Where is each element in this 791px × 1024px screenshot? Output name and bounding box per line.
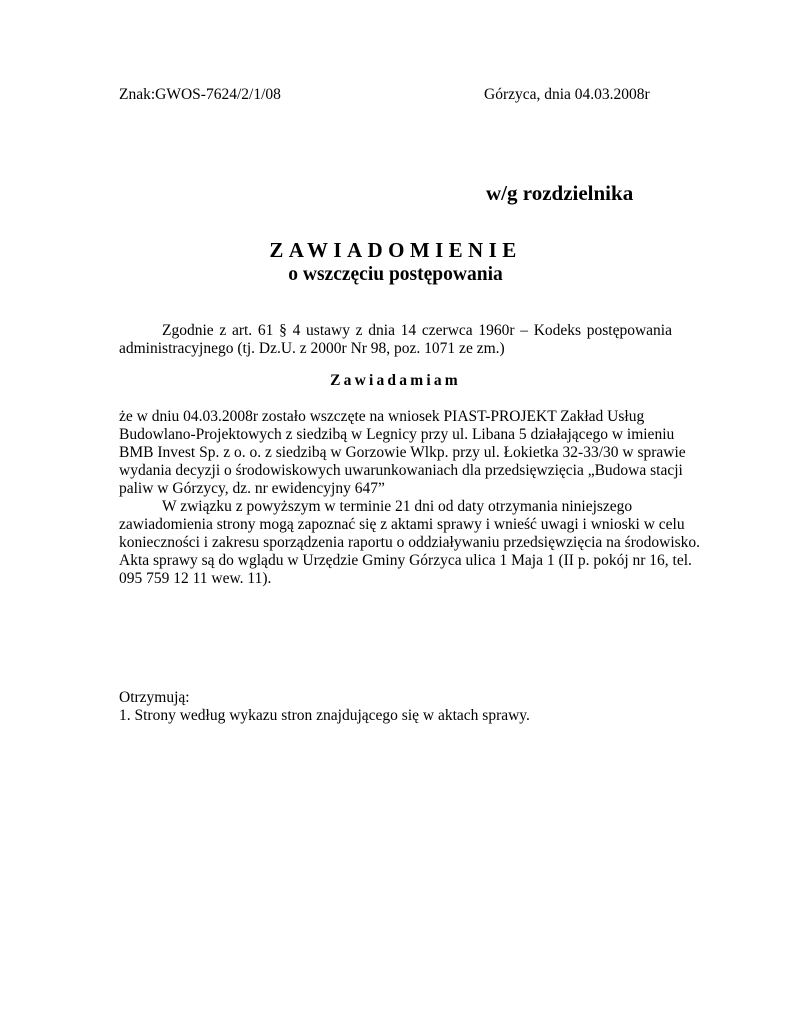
body-line: W związku z powyższym w terminie 21 dni od daty otrzymania niniejszego [162, 498, 633, 515]
section-heading: Zawiadamiam [330, 372, 461, 389]
document-subtitle: o wszczęciu postępowania [288, 264, 503, 285]
body-line: BMB Invest Sp. z o. o. z siedzibą w Gorzowie Wlkp. przy ul. Łokietka 32-33/30 w sprawie [119, 444, 686, 461]
body-line: 095 759 12 11 wew. 11). [119, 570, 272, 587]
body-line: wydania decyzji o środowiskowych uwarunkowaniach dla przedsięwzięcia „Budowa stacji [119, 462, 683, 479]
case-reference: Znak:GWOS-7624/2/1/08 [119, 86, 281, 103]
recipients-item: 1. Strony według wykazu stron znajdującego się w aktach sprawy. [119, 707, 530, 724]
addressee: w/g rozdzielnika [486, 181, 634, 205]
place-and-date: Górzyca, dnia 04.03.2008r [484, 86, 650, 103]
body-line: że w dniu 04.03.2008r zostało wszczęte na wniosek PIAST-PROJEKT Zakład Usług [119, 408, 645, 425]
body-line: Akta sprawy są do wglądu w Urzędzie Gminy Górzyca ulica 1 Maja 1 (II p. pokój nr 16, tel. [119, 552, 692, 569]
intro-line-2: administracyjnego (tj. Dz.U. z 2000r Nr 98, poz. 1071 ze zm.) [119, 340, 505, 357]
intro-line-1: Zgodnie z art. 61 § 4 ustawy z dnia 14 czerwca 1960r – Kodeks postępowania [162, 322, 672, 339]
body-line: Budowlano-Projektowych z siedzibą w Legnicy przy ul. Libana 5 działającego w imieniu [119, 426, 675, 443]
body-line: konieczności i zakresu sporządzenia raportu o oddziaływaniu przedsięwzięcia na środowisko. [119, 534, 701, 551]
document-title: ZAWIADOMIENIE [269, 238, 522, 262]
body-line: paliw w Górzycy, dz. nr ewidencyjny 647” [119, 480, 385, 497]
recipients-label: Otrzymują: [119, 689, 190, 706]
body-line: zawiadomienia strony mogą zapoznać się z aktami sprawy i wnieść uwagi i wnioski w celu [119, 516, 685, 533]
